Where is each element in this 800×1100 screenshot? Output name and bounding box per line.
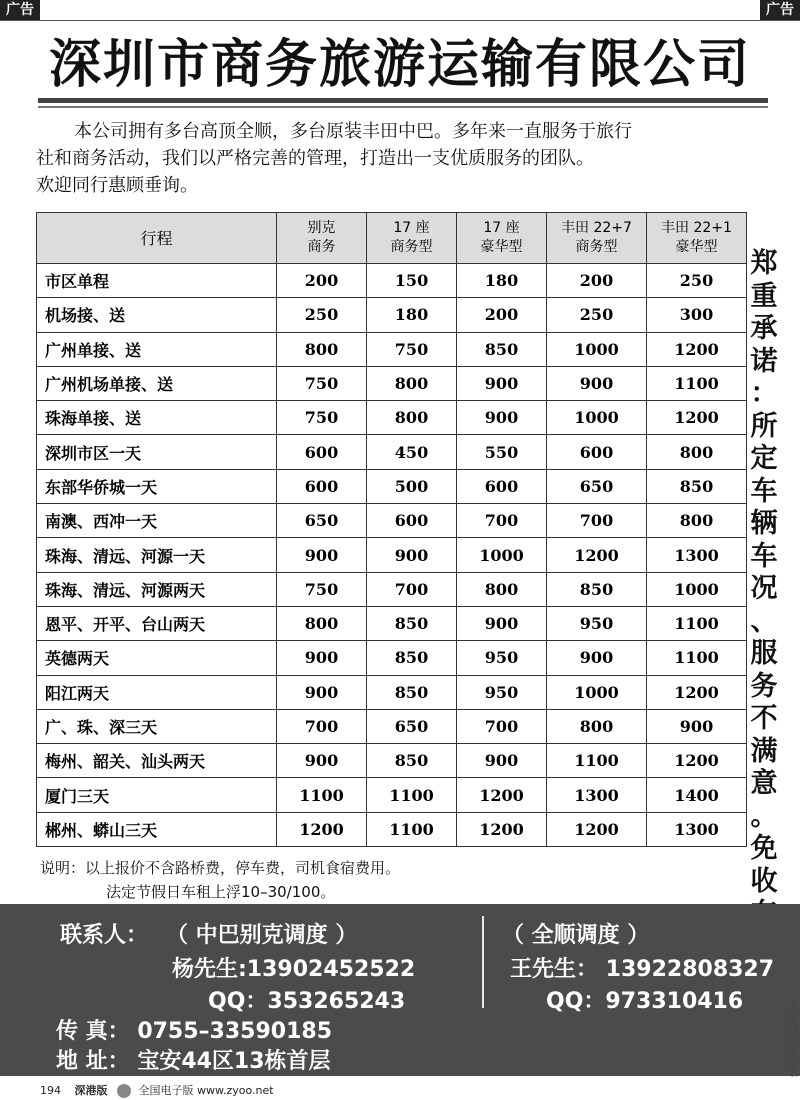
contact-panel [0, 904, 800, 1076]
contact-divider [482, 916, 484, 1008]
price-cell: 850 [457, 332, 547, 366]
price-cell: 1200 [647, 744, 747, 778]
price-cell: 750 [367, 332, 457, 366]
price-cell: 600 [547, 435, 647, 469]
route-cell: 恩平、开平、台山两天 [37, 606, 277, 640]
intro-line: 社和商务活动，我们以严格完善的管理，打造出一支优质服务的团队。 [36, 148, 594, 169]
price-cell: 180 [367, 298, 457, 332]
price-cell: 900 [547, 641, 647, 675]
price-cell: 1100 [547, 744, 647, 778]
route-cell: 市区单程 [37, 264, 277, 298]
price-cell: 1100 [647, 606, 747, 640]
price-cell: 900 [277, 744, 367, 778]
notes [40, 856, 400, 904]
contact-qq-2: QQ：973310416 [546, 989, 744, 1014]
price-cell: 800 [647, 435, 747, 469]
route-cell: 南澳、西冲一天 [37, 504, 277, 538]
price-cell: 950 [457, 675, 547, 709]
price-cell: 1000 [547, 332, 647, 366]
table-row [37, 332, 747, 366]
route-cell: 英德两天 [37, 641, 277, 675]
price-cell: 1100 [647, 366, 747, 400]
price-cell: 900 [647, 709, 747, 743]
price-cell: 1200 [647, 332, 747, 366]
column-header: 17 座 商务型 [367, 213, 457, 264]
price-cell: 1300 [547, 778, 647, 812]
table-row [37, 606, 747, 640]
price-cell: 850 [367, 744, 457, 778]
price-cell: 800 [647, 504, 747, 538]
price-cell: 900 [547, 366, 647, 400]
price-cell: 200 [277, 264, 367, 298]
price-cell: 800 [277, 606, 367, 640]
price-cell: 1100 [277, 778, 367, 812]
price-cell: 550 [457, 435, 547, 469]
price-cell: 700 [457, 504, 547, 538]
route-cell: 东部华侨城一天 [37, 469, 277, 503]
table-row [37, 675, 747, 709]
contact-label: 联系人： [60, 923, 149, 948]
price-cell: 650 [367, 709, 457, 743]
price-cell: 600 [367, 504, 457, 538]
table-row [37, 298, 747, 332]
price-cell: 1100 [367, 812, 457, 846]
title-rule-thin [38, 106, 768, 108]
price-cell: 900 [457, 744, 547, 778]
price-cell: 900 [457, 606, 547, 640]
price-cell: 1100 [647, 641, 747, 675]
route-cell: 广、珠、深三天 [37, 709, 277, 743]
top-border [0, 20, 800, 21]
intro-paragraph [36, 118, 766, 199]
price-cell: 700 [367, 572, 457, 606]
route-cell: 深圳市区一天 [37, 435, 277, 469]
route-cell: 机场接、送 [37, 298, 277, 332]
price-cell: 450 [367, 435, 457, 469]
price-cell: 800 [547, 709, 647, 743]
price-cell: 800 [367, 366, 457, 400]
contact-qq-1: QQ：353265243 [208, 989, 406, 1014]
price-cell: 850 [547, 572, 647, 606]
route-cell: 广州单接、送 [37, 332, 277, 366]
price-cell: 200 [547, 264, 647, 298]
address-line: 地 址： 宝安44区13栋首层 [56, 1049, 331, 1074]
table-row [37, 538, 747, 572]
intro-line: 欢迎同行惠顾垂询。 [36, 175, 198, 196]
price-cell: 1200 [547, 812, 647, 846]
note-line: 法定节假日车租上浮10–30/100。 [106, 883, 336, 901]
column-header: 丰田 22+1 豪华型 [647, 213, 747, 264]
table-row [37, 641, 747, 675]
route-cell: 广州机场单接、送 [37, 366, 277, 400]
price-cell: 700 [457, 709, 547, 743]
table-row [37, 812, 747, 846]
route-cell: 梅州、韶关、汕头两天 [37, 744, 277, 778]
price-cell: 750 [277, 572, 367, 606]
note-line: 说明：以上报价不含路桥费，停车费，司机食宿费用。 [40, 859, 401, 877]
promise-vertical-text: 郑 重 承 诺 ： 所 定 车 辆 车 况 、 服 务 不 满 意 。 免 收 [750, 248, 778, 897]
table-row [37, 572, 747, 606]
table-row [37, 504, 747, 538]
page-number: 194 [40, 1084, 61, 1097]
website-label: 全国电子版 www.zyoo.net [138, 1084, 274, 1097]
table-row [37, 469, 747, 503]
table-row [37, 778, 747, 812]
price-cell: 1000 [457, 538, 547, 572]
price-cell: 900 [457, 401, 547, 435]
price-cell: 700 [277, 709, 367, 743]
price-cell: 1200 [647, 675, 747, 709]
fax-line: 传 真： 0755–33590185 [56, 1019, 333, 1044]
route-cell: 珠海、清远、河源一天 [37, 538, 277, 572]
price-cell: 500 [367, 469, 457, 503]
column-header: 丰田 22+7 商务型 [547, 213, 647, 264]
price-cell: 600 [277, 469, 367, 503]
price-cell: 250 [647, 264, 747, 298]
price-cell: 1100 [367, 778, 457, 812]
price-cell: 900 [277, 538, 367, 572]
price-cell: 250 [547, 298, 647, 332]
contact-group-transit: （ 全顺调度 ） [502, 923, 650, 948]
price-cell: 1300 [647, 812, 747, 846]
table-row [37, 435, 747, 469]
price-cell: 150 [367, 264, 457, 298]
ad-tag-left: 广告 [0, 0, 40, 20]
price-table [36, 212, 747, 847]
price-cell: 650 [547, 469, 647, 503]
price-cell: 850 [367, 641, 457, 675]
column-header: 别克 商务 [277, 213, 367, 264]
price-cell: 1200 [547, 538, 647, 572]
page-footer [40, 1082, 274, 1098]
price-cell: 850 [367, 606, 457, 640]
table-row [37, 366, 747, 400]
price-cell: 750 [277, 401, 367, 435]
price-cell: 800 [277, 332, 367, 366]
price-cell: 600 [277, 435, 367, 469]
magazine-logo-icon [117, 1084, 131, 1098]
intro-line: 本公司拥有多台高顶全顺，多台原装丰田中巴。多年来一直服务于旅行 [74, 121, 632, 142]
price-cell: 1000 [547, 675, 647, 709]
price-cell: 900 [367, 538, 457, 572]
contact-group-minibus: （ 中巴别克调度 ） [166, 923, 358, 948]
price-cell: 200 [457, 298, 547, 332]
price-cell: 700 [547, 504, 647, 538]
fine-print-vertical: 本广告图文均由客户提供 [790, 1000, 798, 1077]
price-cell: 750 [277, 366, 367, 400]
ad-tag-right: 广告 [760, 0, 800, 20]
table-row [37, 709, 747, 743]
price-cell: 180 [457, 264, 547, 298]
title-rule-thick [38, 98, 768, 103]
route-cell: 厦门三天 [37, 778, 277, 812]
price-cell: 1300 [647, 538, 747, 572]
price-cell: 950 [457, 641, 547, 675]
price-cell: 650 [277, 504, 367, 538]
price-cell: 600 [457, 469, 547, 503]
edition-label: 深港版 [74, 1084, 108, 1097]
price-cell: 850 [367, 675, 457, 709]
route-cell: 珠海单接、送 [37, 401, 277, 435]
route-cell: 郴州、蟒山三天 [37, 812, 277, 846]
route-column-header: 行程 [37, 213, 277, 264]
price-cell: 250 [277, 298, 367, 332]
price-cell: 1200 [277, 812, 367, 846]
column-header: 17 座 豪华型 [457, 213, 547, 264]
price-cell: 300 [647, 298, 747, 332]
price-cell: 1200 [457, 778, 547, 812]
price-cell: 1200 [647, 401, 747, 435]
price-cell: 900 [457, 366, 547, 400]
table-row [37, 264, 747, 298]
price-cell: 1000 [547, 401, 647, 435]
price-cell: 950 [547, 606, 647, 640]
contact-person-wang: 王先生： 13922808327 [510, 957, 775, 982]
page-title: 深圳市商务旅游运输有限公司 [48, 34, 751, 95]
table-header-row [37, 213, 747, 264]
price-cell: 800 [367, 401, 457, 435]
price-cell: 800 [457, 572, 547, 606]
price-cell: 850 [647, 469, 747, 503]
price-cell: 1400 [647, 778, 747, 812]
price-cell: 1000 [647, 572, 747, 606]
price-table-body [37, 264, 747, 847]
price-cell: 1200 [457, 812, 547, 846]
route-cell: 珠海、清远、河源两天 [37, 572, 277, 606]
table-row [37, 401, 747, 435]
contact-person-yang: 杨先生:13902452522 [172, 957, 416, 982]
table-row [37, 744, 747, 778]
price-cell: 900 [277, 641, 367, 675]
price-cell: 900 [277, 675, 367, 709]
route-cell: 阳江两天 [37, 675, 277, 709]
